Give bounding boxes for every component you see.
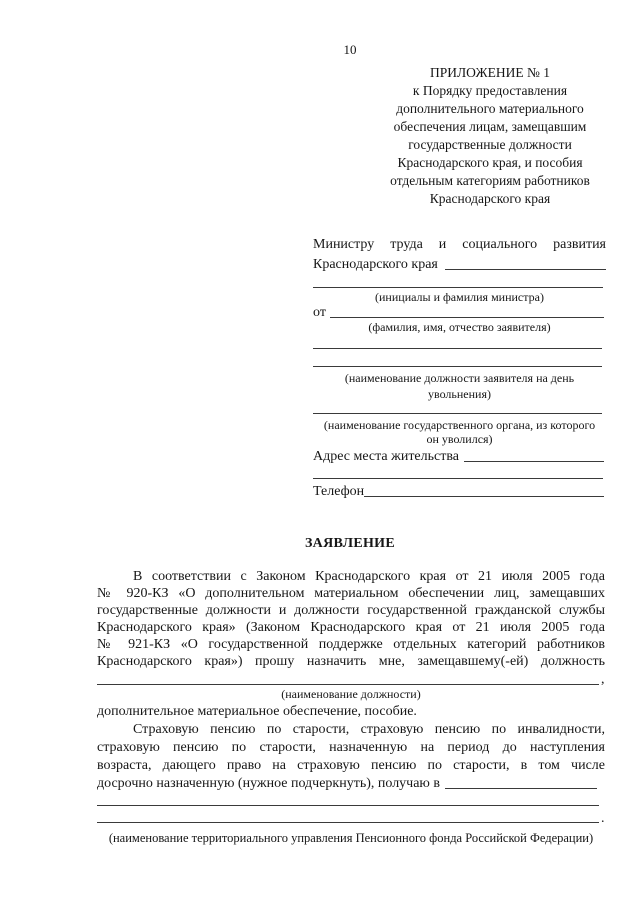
phone-label: Телефон (313, 484, 365, 499)
blank-line (313, 348, 602, 349)
organ-caption: (наименование государственного органа, из которого (323, 418, 596, 432)
addressee-region-line (313, 256, 606, 274)
blank-line (97, 822, 599, 823)
appendix-line: к Порядку предоставления (412, 83, 568, 98)
minister-caption: (инициалы и фамилия министра) (375, 290, 544, 304)
blank-line (97, 684, 599, 685)
appendix-line: Краснодарского края (429, 191, 551, 206)
statement-line: № 920-КЗ «О дополнительном материальном обеспечении лиц, замещавших (97, 586, 605, 601)
address-label: Адрес места жительства (313, 449, 459, 464)
pension-fund-line (97, 775, 597, 793)
phone-line (313, 483, 604, 501)
appendix-line: дополнительного материального (396, 101, 584, 116)
from-label: от (313, 305, 326, 320)
fund-line-period: . (601, 811, 605, 826)
addressee-to-line: Министру труда и социального развития (313, 237, 606, 252)
appendix-line: Краснодарского края, и пособия (397, 155, 583, 170)
addressee-region: Краснодарского края (313, 257, 438, 272)
position-line-comma: , (601, 672, 605, 687)
appendix-line: государственные должности (408, 137, 572, 152)
blank-line (313, 366, 602, 367)
statement-line: № 921-КЗ «О государственной поддержке отдельных категорий работников (97, 637, 605, 652)
organ-caption: он уволился) (426, 432, 493, 446)
blank-line (464, 460, 604, 462)
blank-line (313, 478, 603, 479)
blank-line (445, 268, 606, 270)
position-name-caption: (наименование должности) (281, 687, 421, 701)
blank-line (97, 805, 599, 806)
statement-line: Краснодарского края» (Законом Краснодарского края от 21 июля 2005 года (97, 620, 605, 635)
statement-line: государственные должности и должности государственной гражданской службы (97, 603, 605, 618)
blank-line (313, 413, 602, 414)
blank-line (445, 787, 597, 789)
blank-line (330, 316, 604, 318)
appendix-header (378, 64, 602, 208)
statement-line: страховую пенсию по старости, назначенную на период до наступления (97, 740, 605, 755)
appendix-line: отдельным категориям работников (390, 173, 590, 188)
statement-line: В соответствии с Законом Краснодарского края от 21 июля 2005 года (133, 569, 605, 584)
position-caption: увольнения) (428, 387, 491, 401)
statement-line: возраста, дающего право на страховую пенсию по старости, в том числе (97, 758, 605, 773)
appendix-title: ПРИЛОЖЕНИЕ № 1 (429, 65, 551, 80)
blank-line (364, 495, 604, 497)
pension-fund-caption: (наименование территориального управления Пенсионного фонда Российской Федерации) (108, 831, 594, 845)
blank-line (313, 287, 603, 288)
statement-line: дополнительное материальное обеспечение, пособие. (97, 704, 417, 719)
statement-line: досрочно назначенную (нужное подчеркнуть), получаю в (97, 776, 440, 791)
statement-line: Краснодарского края») прошу назначить мне, замещавшему(-ей) должность (97, 654, 605, 669)
page-number: 10 (343, 42, 357, 57)
address-line (313, 448, 604, 466)
appendix-line: обеспечения лицам, замещавшим (393, 119, 587, 134)
document-title: ЗАЯВЛЕНИЕ (304, 536, 395, 551)
statement-line: Страховую пенсию по старости, страховую пенсию по инвалидности, (133, 722, 605, 737)
position-caption: (наименование должности заявителя на день (344, 371, 575, 385)
applicant-caption: (фамилия, имя, отчество заявителя) (368, 320, 551, 334)
